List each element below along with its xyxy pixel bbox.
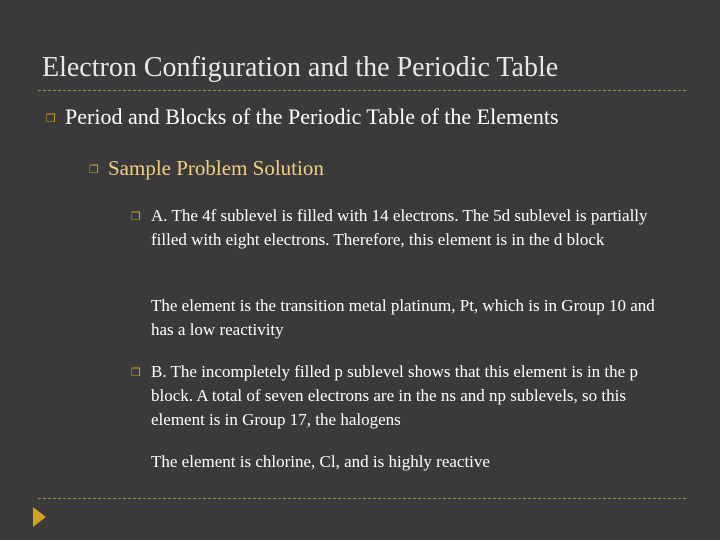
level1-bullet-text: Period and Blocks of the Periodic Table of the Elements [65,104,559,129]
next-arrow-icon[interactable] [33,507,46,527]
square-bullet-icon: ❒ [131,210,141,223]
slide-title: Electron Configuration and the Periodic Table [42,52,559,83]
square-bullet-icon: ❒ [46,112,56,125]
answer-a-conclusion: The element is the transition metal platinum, Pt, which is in Group 10 and has a low reactivity [151,296,655,339]
level2-bullet-text: Sample Problem Solution [108,156,324,180]
answer-b-conclusion: The element is chlorine, Cl, and is highly reactive [151,452,490,471]
answer-a-text: A. The 4f sublevel is filled with 14 electrons. The 5d sublevel is partially filled with eight electrons. Therefore, this element is in the d block [151,206,648,249]
square-bullet-icon: ❒ [131,366,141,379]
footer-divider [38,498,686,499]
answer-b-text: B. The incompletely filled p sublevel shows that this element is in the p block. A total of seven electrons are in the ns and np sublevels, so this element is in Group 17, the halogens [151,362,638,429]
square-bullet-icon: ❒ [89,163,99,176]
title-divider [38,90,686,91]
